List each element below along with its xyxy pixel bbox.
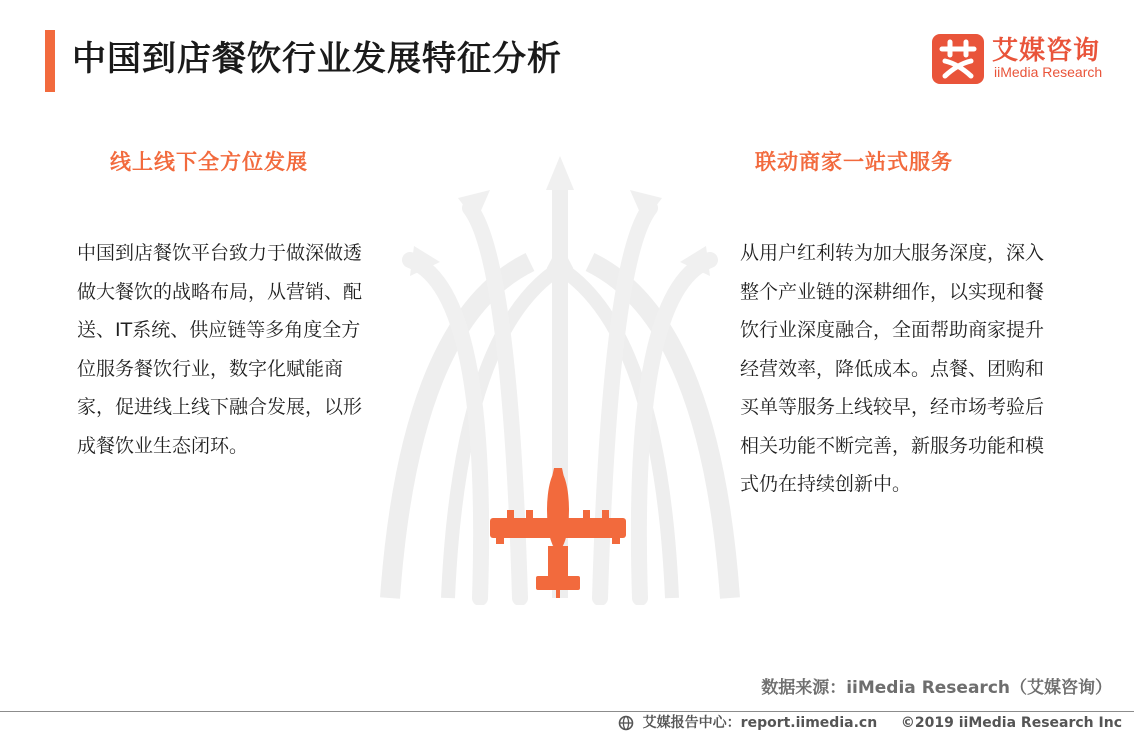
title-accent-bar bbox=[45, 30, 55, 92]
brand-logo bbox=[932, 34, 1122, 86]
footer-report-center: 艾媒报告中心：report.iimedia.cn bbox=[642, 715, 878, 731]
logo-english-name: iiMedia Research bbox=[994, 64, 1103, 80]
footer-divider bbox=[0, 711, 1134, 712]
globe-icon bbox=[618, 715, 634, 731]
left-body-text: 中国到店餐饮平台致力于做深做透做大餐饮的战略布局，从营销、配送、IT系统、供应链等多角度全方位服务餐饮行业，数字化赋能商家，促进线上线下融合发展，以形成餐饮业生态闭环。 bbox=[77, 242, 363, 457]
footer bbox=[618, 713, 1122, 733]
right-body-text: 从用户红利转为加大服务深度，深入整个产业链的深耕细作，以实现和餐饮行业深度融合，全面帮助商家提升经营效率，降低成本。点餐、团购和买单等服务上线较早，经市场考验后相关功能不断完善，新服务功能和模式仍在持续创新中。 bbox=[740, 242, 1045, 495]
logo-mark-icon bbox=[932, 34, 984, 84]
right-heading: 联动商家一站式服务 bbox=[755, 150, 953, 174]
page-title: 中国到店餐饮行业发展特征分析 bbox=[72, 39, 562, 79]
logo-chinese-name: 艾媒咨询 bbox=[992, 36, 1101, 66]
airplane-illustration bbox=[380, 150, 740, 605]
footer-copyright: ©2019 iiMedia Research Inc bbox=[900, 715, 1122, 731]
left-heading: 线上线下全方位发展 bbox=[110, 150, 308, 174]
data-source-note: 数据来源：iiMedia Research（艾媒咨询） bbox=[761, 678, 1112, 698]
